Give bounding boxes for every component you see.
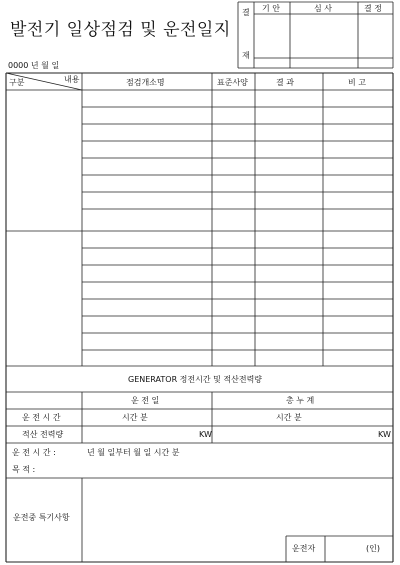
page-title: 발전기 일상점검 및 운전일지 [10, 20, 231, 40]
approval-header-decision: 결 정 [364, 4, 382, 13]
energy-total-kw-unit: KW [378, 430, 391, 439]
header-standard: 표준사양 [217, 78, 248, 87]
generator-col-run-day: 운 전 일 [131, 396, 160, 405]
run-time-label: 운 전 시 간 [22, 413, 61, 422]
generator-col-total: 총 누 계 [286, 396, 315, 405]
header-category: 구분 [9, 78, 25, 87]
total-time-units: 시간 분 [276, 413, 302, 422]
operation-purpose-label: 목 적 : [12, 465, 36, 474]
approval-side-top: 결 [242, 8, 250, 17]
notes-label: 운전중 특기사항 [13, 513, 70, 522]
operation-period: 년 월 일부터 월 일 시간 분 [87, 448, 180, 457]
operator-seal: (인) [366, 544, 380, 553]
approval-header-review: 심 사 [314, 4, 332, 13]
energy-label: 적산 전력량 [22, 430, 64, 439]
approval-header-draft: 기 안 [262, 4, 280, 13]
header-content: 내용 [64, 75, 80, 84]
operator-label: 운전자 [292, 544, 316, 553]
header-location: 점검개소명 [126, 78, 165, 87]
approval-side-bottom: 재 [242, 51, 250, 60]
header-remarks: 비 고 [348, 78, 366, 87]
operation-time-label: 운 전 시 간 : [12, 448, 56, 457]
run-time-units: 시간 분 [122, 413, 148, 422]
date-line: 0000 년 월 일 [8, 61, 60, 70]
energy-kw-unit: KW [199, 430, 212, 439]
header-result: 결 과 [276, 78, 294, 87]
generator-section-title: GENERATOR 정전시간 및 적산전력량 [128, 375, 263, 384]
